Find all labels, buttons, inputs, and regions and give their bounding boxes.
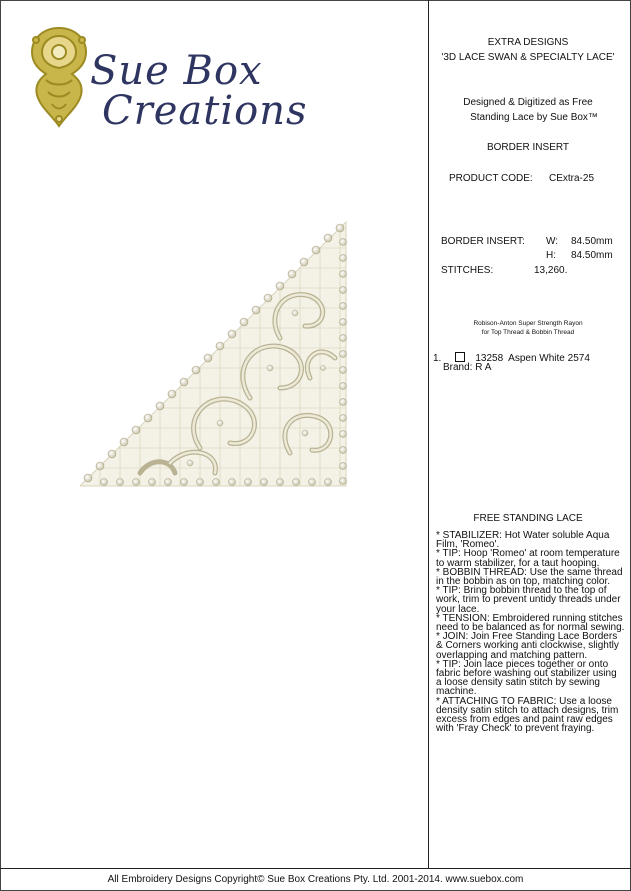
instruction-line: * JOIN: Join Free Standing Lace Borders xyxy=(436,631,618,643)
spec-height-label: H: xyxy=(546,250,556,261)
instruction-line: * BOBBIN THREAD: Use the same thread xyxy=(436,566,623,578)
instruction-line: * TIP: Hoop 'Romeo' at room temperature xyxy=(436,548,620,560)
logo-line-1: Sue Box xyxy=(90,48,263,94)
instruction-line: to warm stabilizer, for a taut hooping. xyxy=(436,557,600,569)
instruction-line: need to be balanced as for normal sewing. xyxy=(436,622,625,634)
instruction-line: overlapping and matching pattern. xyxy=(436,649,588,661)
thread-item-code: 13258 xyxy=(475,353,504,364)
stitches-label: STITCHES: xyxy=(441,265,494,276)
thread-color-swatch xyxy=(455,352,465,362)
spec-name-label: BORDER INSERT: xyxy=(441,236,525,247)
thread-note-line-1: Robison-Anton Super Strength Rayon xyxy=(473,320,583,327)
logo-ornament-icon xyxy=(24,24,94,129)
thread-item-name: Aspen White 2574 xyxy=(508,353,590,364)
designed-line-1: Designed & Digitized as Free xyxy=(463,97,593,108)
instructions-body xyxy=(436,531,626,733)
instruction-line: work, trim to prevent untidy threads under xyxy=(436,594,621,606)
instruction-line: a loose density satin stitch by sewing xyxy=(436,677,600,689)
instruction-line: fabric before washing out stabilizer using xyxy=(436,668,617,680)
instruction-line: machine. xyxy=(436,686,477,698)
instruction-line: in the bobbin as on top, matching color. xyxy=(436,576,611,588)
instruction-line: * TIP: Bring bobbin thread to the top of xyxy=(436,585,607,597)
designed-line-2: Standing Lace by Sue Box™ xyxy=(470,112,598,123)
thread-item-brand: Brand: R A xyxy=(443,362,492,373)
title-line-1: EXTRA DESIGNS xyxy=(487,37,569,48)
footer-divider xyxy=(0,868,631,869)
column-divider xyxy=(428,0,429,868)
sue-box-logo xyxy=(24,24,308,134)
product-code-value: CExtra-25 xyxy=(549,173,595,184)
instruction-line: excess from edges and paint raw edges xyxy=(436,714,613,726)
instruction-line: with 'Fray Check' to prevent fraying. xyxy=(436,723,595,735)
instruction-line: density satin stitch to attach designs, trim xyxy=(436,704,619,716)
lace-border-insert-image xyxy=(80,218,350,488)
instruction-line: * TIP: Join lace pieces together or onto xyxy=(436,658,609,670)
instruction-line: * STABILIZER: Hot Water soluble Aqua xyxy=(436,530,610,541)
design-name: BORDER INSERT xyxy=(486,142,570,153)
instruction-line: your lace. xyxy=(436,603,480,615)
thread-note-line-2: for Top Thread & Bobbin Thread xyxy=(481,329,575,336)
instruction-line: Film, 'Romeo'. xyxy=(436,539,500,551)
logo-line-2: Creations xyxy=(102,88,308,134)
spec-width-value: 84.50mm xyxy=(571,236,613,247)
spec-width-label: W: xyxy=(546,236,559,247)
instructions-heading: FREE STANDING LACE xyxy=(473,513,583,524)
stitches-value: 13,260. xyxy=(534,265,568,276)
copyright-footer: All Embroidery Designs Copyright© Sue Box Creations Pty. Ltd. 2001-2014. www.suebox.com xyxy=(107,874,524,885)
instruction-line: * ATTACHING TO FABRIC: Use a loose xyxy=(436,695,612,707)
title-line-2: '3D LACE SWAN & SPECIALTY LACE' xyxy=(441,52,615,63)
instruction-line: & Corners working anti clockwise, slightly xyxy=(436,640,619,652)
thread-item-number: 1. xyxy=(433,353,442,364)
spec-height-value: 84.50mm xyxy=(571,250,613,261)
product-code-label: PRODUCT CODE: xyxy=(449,173,533,184)
instruction-line: * TENSION: Embroidered running stitches xyxy=(436,612,623,624)
